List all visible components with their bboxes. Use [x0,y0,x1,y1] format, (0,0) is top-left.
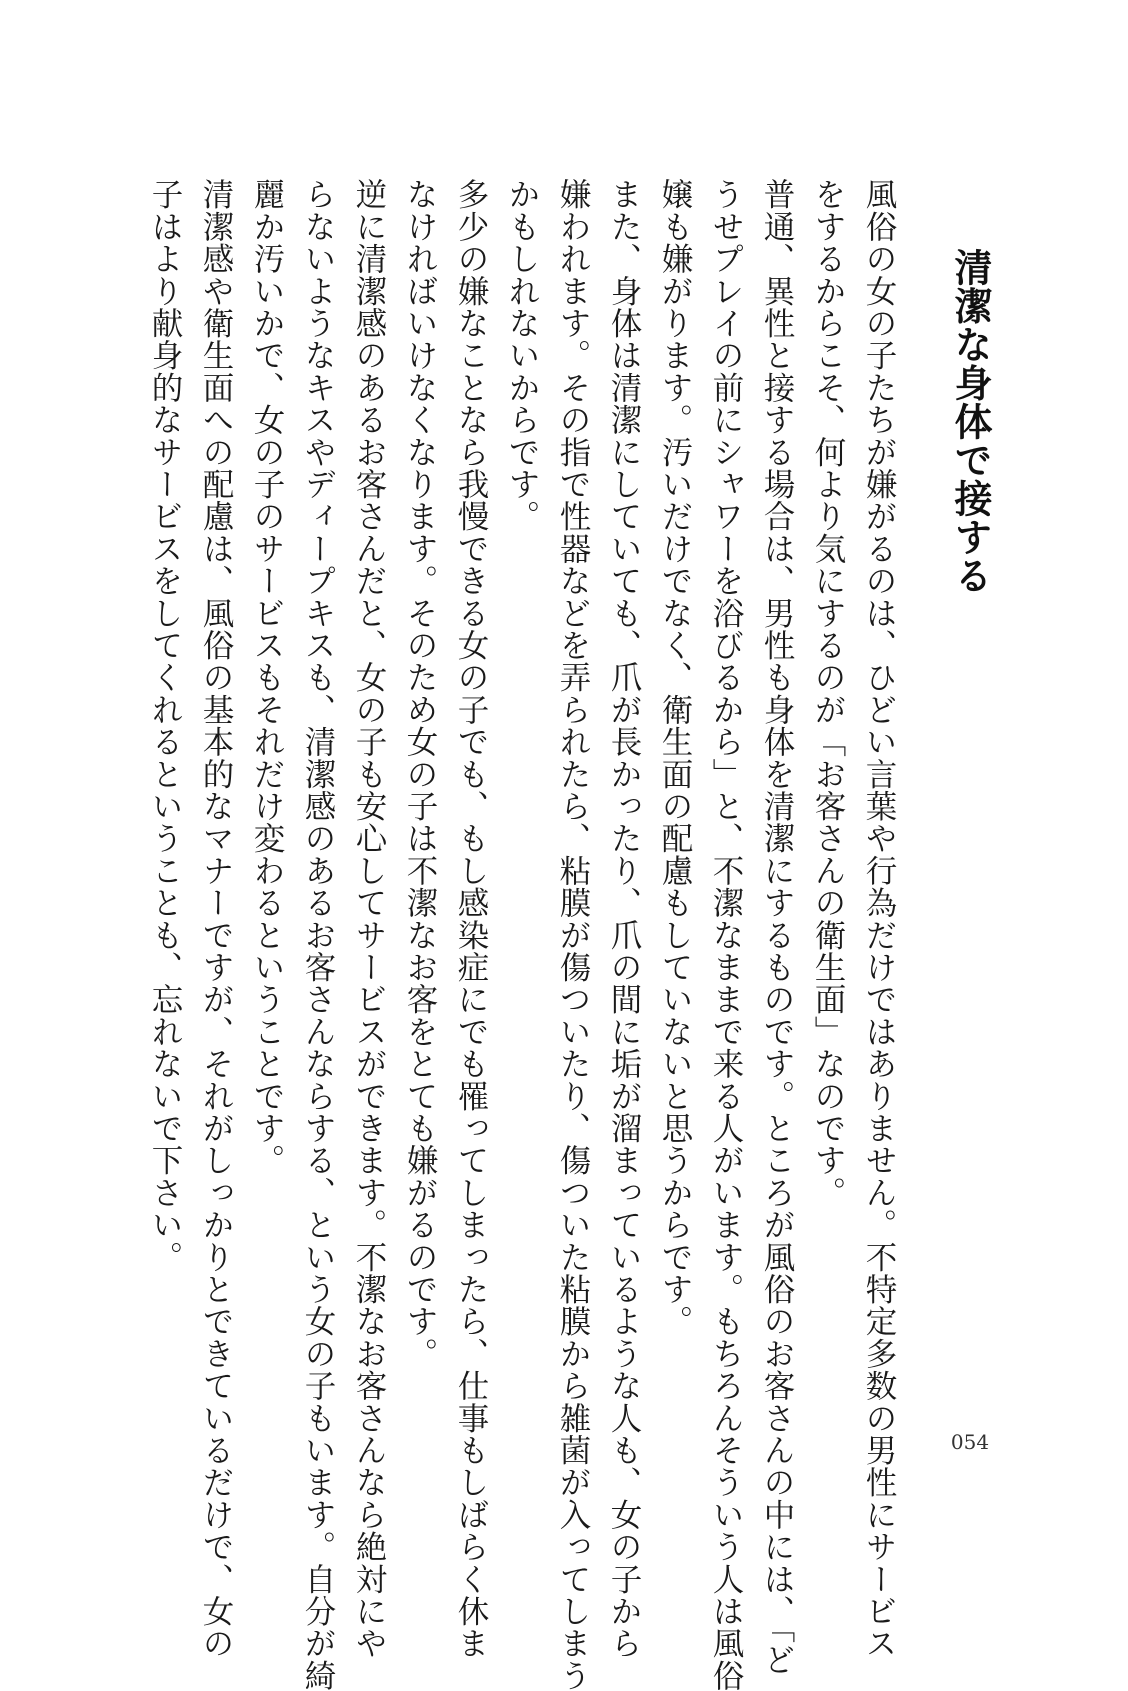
page-number: 054 [950,1430,990,1454]
text-line: 普通、異性と接する場合は、男性も身体を清潔にするものです。ところが風俗のお客さんの中には、「ど [759,178,795,1676]
text-line: 嬢も嫌がります。汚いだけでなく、衛生面の配慮もしていないと思うからです。 [657,178,693,1338]
body-text [147,178,904,1691]
section-title: 清潔な身体で接する [948,248,992,595]
text-line: 嫌われます。その指で性器などを弄られたら、粘膜が傷ついたり、傷ついた粘膜から雑菌が入ってしまう [555,178,591,1691]
text-line: 清潔感や衛生面への配慮は、風俗の基本的なマナーですが、それがしっかりとできているだけで、女の [198,178,234,1660]
text-line: をするからこそ、何より気にするのが「お客さんの衛生面」なのです。 [810,178,846,1209]
text-line: うせプレイの前にシャワーを浴びるから」と、不潔なままで来る人がいます。もちろんそういう人は風俗 [708,178,744,1691]
text-line: 風俗の女の子たちが嫌がるのは、ひどい言葉や行為だけではありません。不特定多数の男性にサービス [861,178,897,1660]
text-line: 子はより献身的なサービスをしてくれるということも、忘れないで下さい。 [147,178,183,1273]
text-line: 麗か汚いかで、女の子のサービスもそれだけ変わるということです。 [249,178,285,1177]
text-line: らないようなキスやディープキスも、清潔感のあるお客さんならする、という女の子もいます。自分が綺 [300,178,336,1691]
text-line: かもしれないからです。 [504,178,540,533]
text-line: 逆に清潔感のあるお客さんだと、女の子も安心してサービスができます。不潔なお客さんなら絶対にや [351,178,387,1660]
text-line: なければいけなくなります。そのため女の子は不潔なお客をとても嫌がるのです。 [402,178,438,1370]
text-line: 多少の嫌なことなら我慢できる女の子でも、もし感染症にでも罹ってしまったら、仕事もしばらく休ま [453,178,489,1660]
text-line: また、身体は清潔にしていても、爪が長かったり、爪の間に垢が溜まっているような人も、女の子から [606,178,642,1660]
